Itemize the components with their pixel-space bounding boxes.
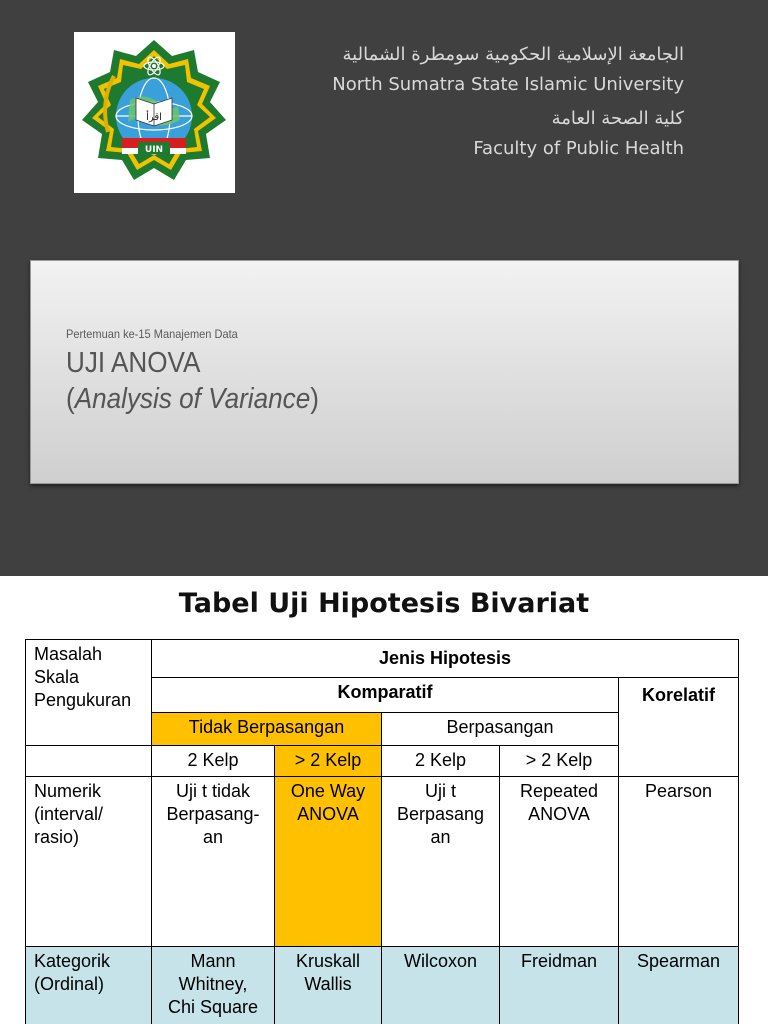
table-row [26,777,739,947]
svg-text:اقرأ: اقرأ [146,112,162,123]
table-cell: Freidman [500,947,619,1024]
table-cell: Pearson [619,777,739,947]
table-cell: Uji t tidak Berpasang- an [152,777,275,947]
table-cell: Mann Whitney, Chi Square [152,947,275,1024]
hypothesis-table-slide [0,576,768,1024]
table-cell: Repeated ANOVA [500,777,619,947]
svg-text:UIN: UIN [144,145,164,155]
slide-subtitle: Pertemuan ke-15 Manajemen Data [66,327,238,341]
header-korelatif: Korelatif [619,678,739,777]
header-group: 2 Kelp [152,746,275,777]
faculty-arabic-name: كلية الصحة العامة [551,108,684,129]
university-logo [74,32,235,193]
corner-header: Masalah Skala Pengukuran [26,640,152,746]
slide2-heading: Tabel Uji Hipotesis Bivariat [178,588,590,619]
slide-title-line1: UJI ANOVA [66,347,201,379]
slide-title [66,345,319,417]
header-tidak-berpasangan: Tidak Berpasangan [152,713,382,746]
header-group: 2 Kelp [382,746,500,777]
table-row [26,947,739,1024]
table-cell: Spearman [619,947,739,1024]
hypothesis-table [25,639,739,1024]
university-english-name: North Sumatra State Islamic University [332,74,684,95]
row-label-kategorik: Kategorik (Ordinal) [26,947,152,1024]
slide-title-line2: (Analysis of Variance) [66,383,319,415]
university-emblem-icon [74,32,235,193]
header-group: > 2 Kelp [500,746,619,777]
university-name-block [264,40,684,164]
table-cell: Uji t Berpasang an [382,777,500,947]
university-arabic-name: الجامعة الإسلامية الحكومية سومطرة الشمالية [342,44,684,65]
header-jenis-hipotesis: Jenis Hipotesis [152,640,739,678]
faculty-english-name: Faculty of Public Health [473,138,684,159]
table-cell: Wilcoxon [382,947,500,1024]
title-box [30,260,739,484]
table-cell: Kruskall Wallis [275,947,382,1024]
slide-title-italic: Analysis of Variance [74,383,311,415]
header-empty [26,746,152,777]
row-label-numerik: Numerik (interval/ rasio) [26,777,152,947]
table-cell-highlight: One Way ANOVA [275,777,382,947]
header-berpasangan: Berpasangan [382,713,619,746]
header-komparatif: Komparatif [152,678,619,713]
header-group: > 2 Kelp [275,746,382,777]
